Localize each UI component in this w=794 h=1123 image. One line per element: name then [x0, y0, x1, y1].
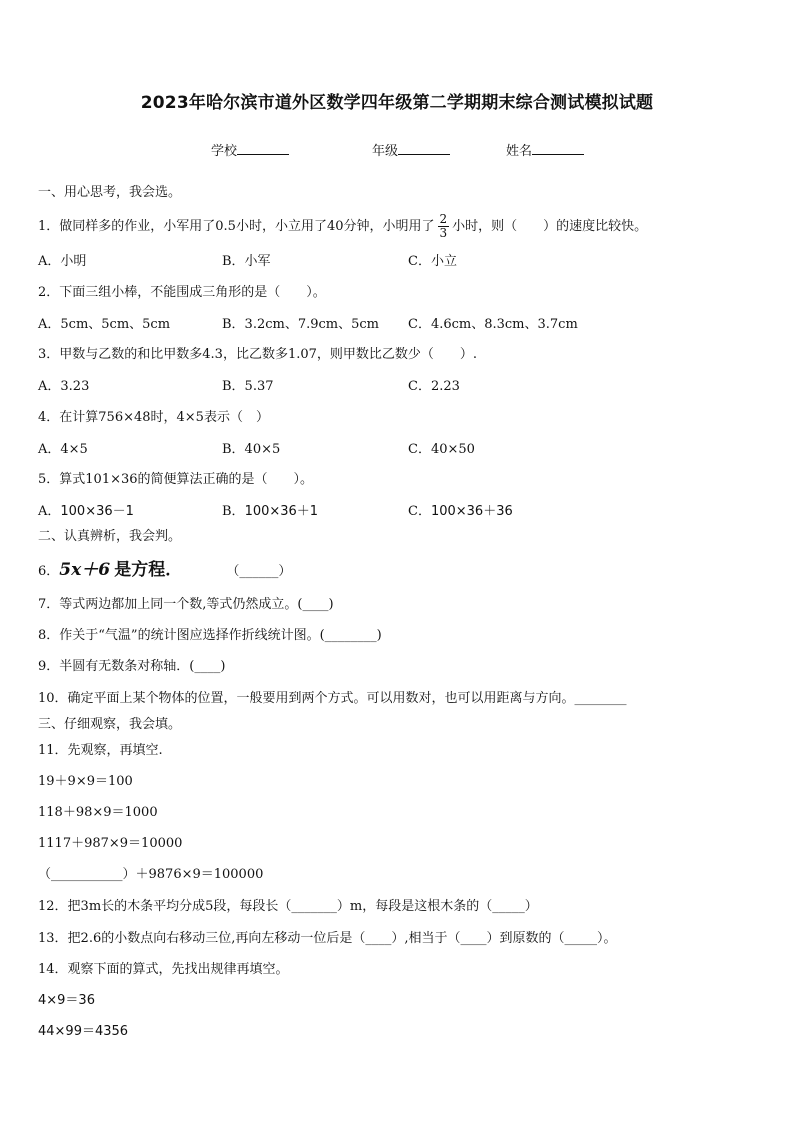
q4-choice-c[interactable]: C．40×50: [408, 442, 475, 457]
q5-choice-b-letter: B．: [222, 504, 245, 519]
q5-choice-c-letter: C．: [408, 504, 431, 519]
document-title: 2023年哈尔滨市道外区数学四年级第二学期期末综合测试模拟试题: [140, 93, 654, 113]
q5-choice-c[interactable]: [408, 500, 513, 519]
q3-choice-a[interactable]: A．3.23: [38, 379, 90, 394]
q6-number: 6．: [38, 564, 60, 579]
question-7: 7．等式两边都加上同一个数,等式仍然成立。(____): [38, 597, 334, 612]
q6-text: 是方程．: [114, 560, 183, 580]
q2-choice-a[interactable]: A．5cm、5cm、5cm: [38, 317, 171, 332]
question-2: 2．下面三组小棒，不能围成三角形的是（ ）。: [38, 285, 326, 300]
q14-equation-2: 44×99＝4356: [38, 1024, 129, 1039]
question-6: [38, 555, 291, 580]
q5-choice-a-letter: A．: [38, 504, 61, 519]
q5-choice-b[interactable]: [222, 500, 318, 519]
q1-choice-a[interactable]: A．小明: [38, 254, 87, 269]
q11-equation-4[interactable]: （___________）＋9876×9＝100000: [38, 867, 264, 882]
q6-expression: 5x＋6: [59, 560, 111, 580]
grade-field: [372, 140, 450, 159]
question-8: 8．作关于“气温”的统计图应选择作折线统计图。(________): [38, 628, 382, 643]
question-1: [38, 213, 647, 240]
q5-choice-b-value: 100×36＋1: [244, 504, 319, 519]
q1-text-before: 1．做同样多的作业，小军用了0.5小时，小立用了40分钟，小明用了: [38, 219, 435, 234]
q1-text-after: 小时，则（ ）的速度比较快。: [452, 219, 648, 234]
school-field: [211, 140, 289, 159]
question-4: 4．在计算756×48时，4×5表示（ ）: [38, 410, 269, 425]
question-9: 9．半圆有无数条对称轴．(____): [38, 659, 226, 674]
q5-choice-a[interactable]: [38, 500, 134, 519]
question-13: 13．把2.6的小数点向右移动三位,再向左移动一位后是（____）,相当于（____）到原数的（_____）。: [38, 931, 617, 946]
question-10: 10．确定平面上某个物体的位置，一般要用到两个方式。可以用数对，也可以用距离与方向。________: [38, 691, 627, 706]
name-blank[interactable]: [532, 141, 584, 155]
q1-choice-b[interactable]: B．小军: [222, 254, 271, 269]
q5-choice-c-value: 100×36＋36: [430, 504, 513, 519]
question-11: 11．先观察，再填空.: [38, 743, 163, 758]
school-blank[interactable]: [237, 141, 289, 155]
q14-equation-1: 4×9＝36: [38, 993, 95, 1008]
q11-equation-1: 19＋9×9＝100: [38, 774, 133, 789]
grade-blank[interactable]: [398, 141, 450, 155]
name-label: 姓名: [506, 144, 533, 159]
question-3: 3．甲数与乙数的和比甲数多4.3，比乙数多1.07，则甲数比乙数少（ ）.: [38, 347, 478, 362]
q3-choice-c[interactable]: C．2.23: [408, 379, 460, 394]
section1-heading: 一、用心思考，我会选。: [38, 185, 182, 200]
q2-choice-c[interactable]: C．4.6cm、8.3cm、3.7cm: [408, 317, 578, 332]
question-12: 12．把3m长的木条平均分成5段，每段长（_______）m，每段是这根木条的（_____）: [38, 899, 538, 914]
fraction: [438, 213, 450, 240]
q2-choice-b[interactable]: B．3.2cm、7.9cm、5cm: [222, 317, 379, 332]
question-14: 14．观察下面的算式，先找出规律再填空。: [38, 962, 289, 977]
section3-heading: 三、仔细观察，我会填。: [38, 717, 182, 732]
school-label: 学校: [211, 144, 238, 159]
question-5: 5．算式101×36的简便算法正确的是（ ）。: [38, 472, 314, 487]
fraction-denominator: 3: [439, 226, 448, 240]
q11-equation-2: 118＋98×9＝1000: [38, 805, 158, 820]
q3-choice-b[interactable]: B．5.37: [222, 379, 274, 394]
q4-choice-a[interactable]: A．4×5: [38, 442, 88, 457]
q6-blank[interactable]: （______）: [226, 564, 292, 579]
grade-label: 年级: [372, 144, 399, 159]
name-field: [506, 140, 584, 159]
q5-choice-a-value: 100×36－1: [60, 504, 134, 519]
q4-choice-b[interactable]: B．40×5: [222, 442, 281, 457]
q1-choice-c[interactable]: C．小立: [408, 254, 457, 269]
section2-heading: 二、认真辨析，我会判。: [38, 529, 182, 544]
fraction-numerator: 2: [439, 212, 448, 226]
q11-equation-3: 1117＋987×9＝10000: [38, 836, 183, 851]
